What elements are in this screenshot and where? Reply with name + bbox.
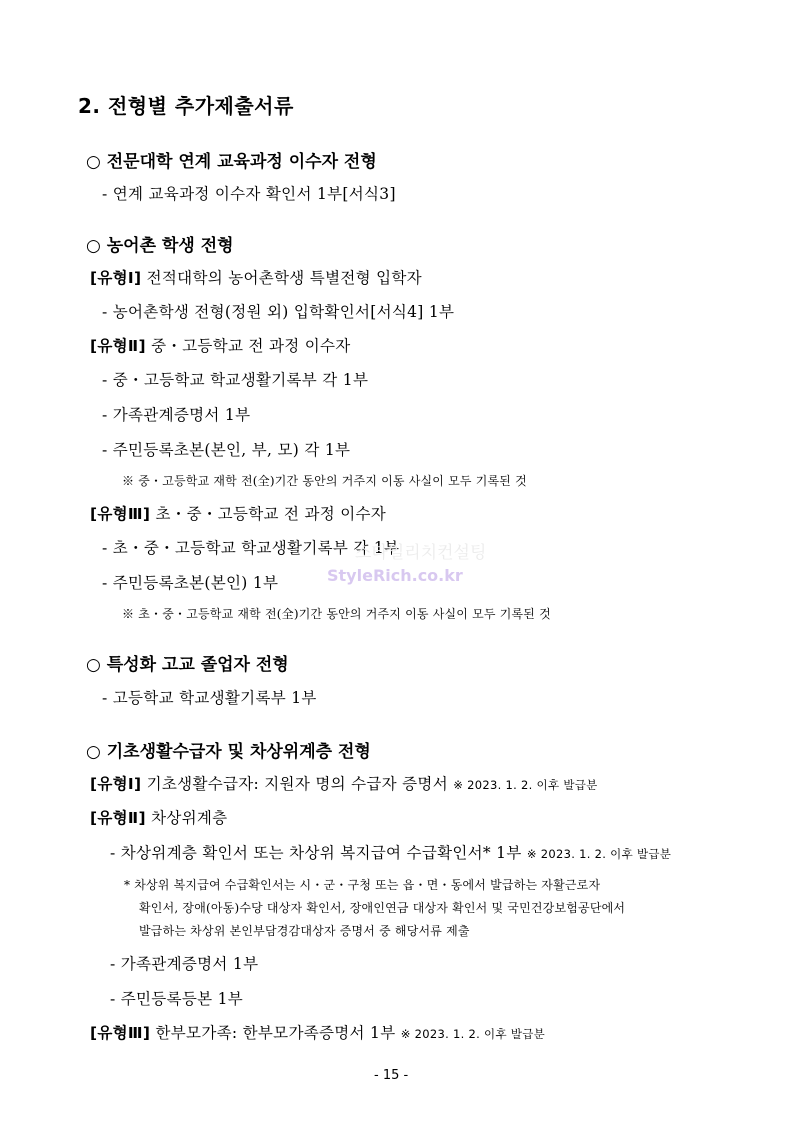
list-item: - 고등학교 학교생활기록부 1부 — [102, 689, 317, 707]
watermark-korean: 스타일리치컨설팅 — [355, 543, 487, 563]
page-number: - 15 - — [374, 1068, 409, 1083]
type-text: 중・고등학교 전 과정 이수자 — [151, 337, 351, 355]
note: ※ 초・중・고등학교 재학 전(全)기간 동안의 거주지 이동 사실이 모두 기록된 것 — [122, 607, 551, 621]
type-line — [90, 266, 422, 288]
issue-note: ※ 2023. 1. 2. 이후 발급분 — [453, 778, 598, 792]
list-item: - 중・고등학교 학교생활기록부 각 1부 — [102, 371, 369, 389]
issue-note: ※ 2023. 1. 2. 이후 발급분 — [400, 1027, 546, 1041]
watermark-url: StyleRich.co.kr — [327, 566, 463, 585]
list-item: - 가족관계증명서 1부 — [102, 406, 251, 424]
list-item — [110, 841, 671, 863]
type-text: 전적대학의 농어촌학생 특별전형 입학자 — [146, 269, 422, 287]
type-line — [90, 772, 598, 794]
type-tag: [유형Ⅰ] — [90, 775, 142, 793]
heading-specialized-high-school: ○ 특성화 고교 졸업자 전형 — [86, 655, 289, 675]
list-item: - 연계 교육과정 이수자 확인서 1부[서식3] — [102, 185, 396, 203]
footnote-line: 발급하는 차상위 본인부담경감대상자 증명서 중 해당서류 제출 — [139, 924, 470, 938]
type-text: 차상위계층 — [151, 809, 228, 827]
heading-rural-student: ○ 농어촌 학생 전형 — [86, 236, 234, 256]
type-line — [90, 334, 351, 356]
list-item: - 주민등록등본 1부 — [110, 990, 244, 1008]
list-item: - 주민등록초본(본인, 부, 모) 각 1부 — [102, 441, 351, 459]
type-text: 한부모가족: 한부모가족증명서 1부 — [155, 1024, 396, 1042]
list-item: - 농어촌학생 전형(정원 외) 입학확인서[서식4] 1부 — [102, 303, 455, 321]
type-tag: [유형Ⅰ] — [90, 269, 142, 287]
footnote-line: * 차상위 복지급여 수급확인서는 시・군・구청 또는 읍・면・동에서 발급하는 자활근로자 — [124, 878, 601, 892]
heading-basic-livelihood: ○ 기초생활수급자 및 차상위계층 전형 — [86, 742, 371, 762]
type-tag: [유형Ⅱ] — [90, 809, 146, 827]
type-line — [90, 1021, 545, 1043]
section-title: 2. 전형별 추가제출서류 — [78, 94, 294, 118]
heading-college-linked-course: ○ 전문대학 연계 교육과정 이수자 전형 — [86, 152, 377, 172]
type-tag: [유형Ⅲ] — [90, 1024, 151, 1042]
type-text: 초・중・고등학교 전 과정 이수자 — [155, 505, 387, 523]
type-line — [90, 806, 227, 828]
list-item: - 가족관계증명서 1부 — [110, 955, 259, 973]
note: ※ 중・고등학교 재학 전(全)기간 동안의 거주지 이동 사실이 모두 기록된 것 — [122, 474, 527, 488]
list-item-text: - 차상위계층 확인서 또는 차상위 복지급여 수급확인서* 1부 — [110, 844, 522, 862]
type-tag: [유형Ⅲ] — [90, 505, 151, 523]
list-item: - 초・중・고등학교 학교생활기록부 각 1부 — [102, 539, 400, 557]
issue-note: ※ 2023. 1. 2. 이후 발급분 — [526, 847, 672, 861]
type-tag: [유형Ⅱ] — [90, 337, 146, 355]
footnote-line: 확인서, 장애(아동)수당 대상자 확인서, 장애인연금 대상자 확인서 및 국민건강보험공단에서 — [139, 901, 626, 915]
type-line — [90, 502, 386, 524]
type-text: 기초생활수급자: 지원자 명의 수급자 증명서 — [146, 775, 448, 793]
list-item: - 주민등록초본(본인) 1부 — [102, 574, 279, 592]
